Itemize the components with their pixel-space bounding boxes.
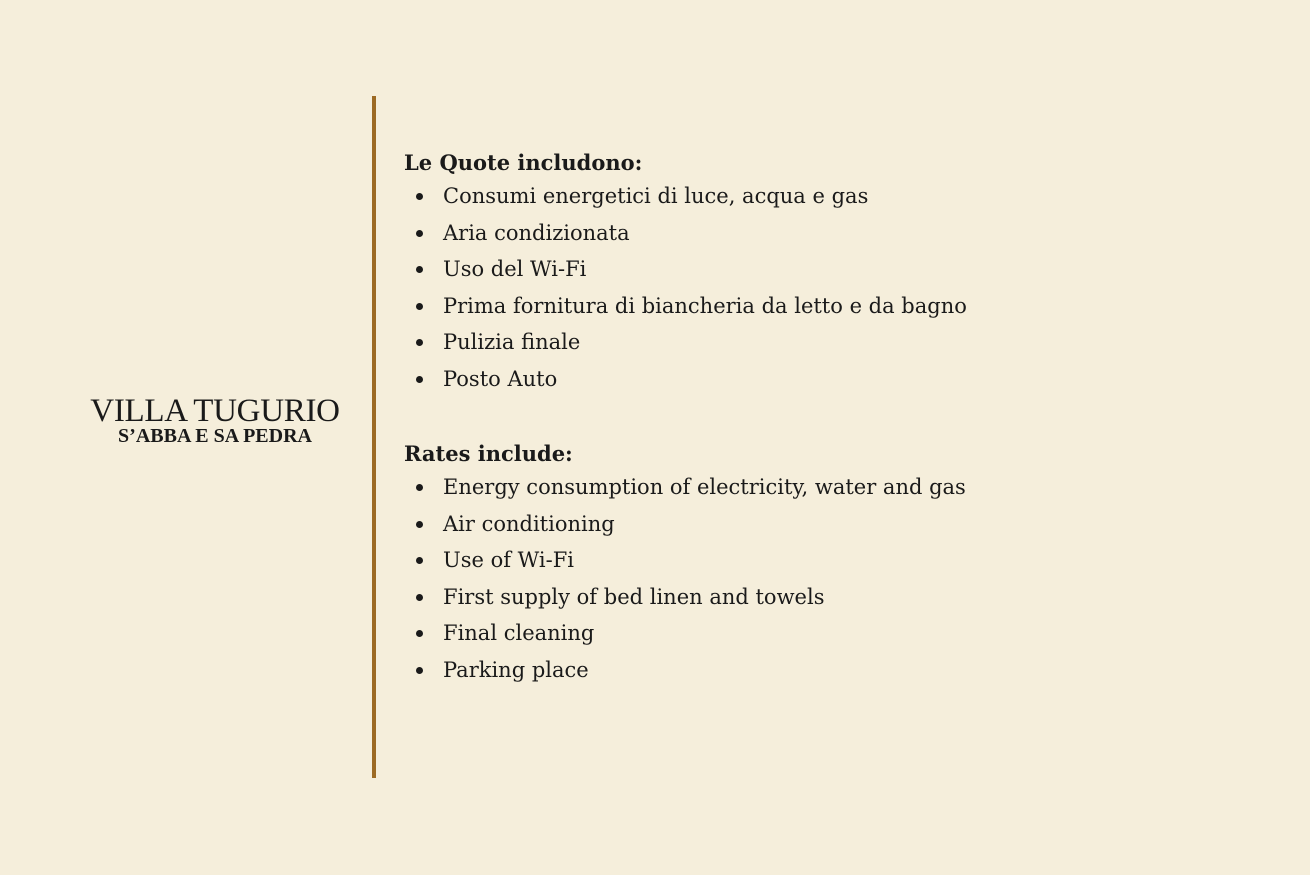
list-item-text: Use of Wi-Fi (443, 548, 574, 572)
bullet-icon (416, 594, 423, 601)
bullet-icon (416, 630, 423, 637)
bullet-icon (416, 484, 423, 491)
list-item-text: Prima fornitura di biancheria da letto e da bagno (443, 293, 967, 318)
list-item-text: Final cleaning (443, 621, 595, 645)
bullet-icon (416, 266, 423, 273)
brand-title: VILLA TUGURIO (90, 393, 340, 429)
list-item-text: Aria condizionata (443, 220, 630, 245)
bullet-icon (416, 557, 423, 564)
list-item (404, 542, 966, 579)
bullet-icon (416, 303, 423, 310)
list-item-text: Pulizia finale (443, 330, 581, 354)
italian-rates-section (404, 148, 967, 397)
bullet-icon (416, 339, 423, 346)
list-item (404, 361, 967, 398)
list-item (404, 215, 967, 252)
list-item (404, 652, 966, 689)
list-item (404, 178, 967, 215)
list-item (404, 469, 966, 506)
list-item (404, 579, 966, 616)
list-item-text: Consumi energetici di luce, acqua e gas (443, 184, 869, 208)
list-item-text: Energy consumption of electricity, water and gas (443, 475, 966, 499)
bullet-icon (416, 521, 423, 528)
list-item (404, 288, 967, 325)
bullet-icon (416, 376, 423, 383)
list-item (404, 506, 966, 543)
list-item-text: Parking place (443, 657, 589, 682)
list-item-text: First supply of bed linen and towels (443, 584, 825, 609)
list-item-text: Uso del Wi-Fi (443, 257, 587, 281)
list-item (404, 615, 966, 652)
bullet-icon (416, 667, 423, 674)
english-rates-section (404, 439, 966, 688)
italian-section-title: Le Quote includono: (404, 150, 643, 175)
english-included-list (404, 469, 966, 688)
list-item (404, 251, 967, 288)
vertical-divider (372, 96, 376, 778)
list-item-text: Posto Auto (443, 366, 558, 391)
bullet-icon (416, 230, 423, 237)
brand-subtitle: S’ABBA E SA PEDRA (118, 425, 312, 447)
list-item-text: Air conditioning (443, 511, 615, 536)
list-item (404, 324, 967, 361)
brand-logo (60, 394, 370, 446)
bullet-icon (416, 193, 423, 200)
english-section-title: Rates include: (404, 441, 573, 466)
italian-included-list (404, 178, 967, 397)
